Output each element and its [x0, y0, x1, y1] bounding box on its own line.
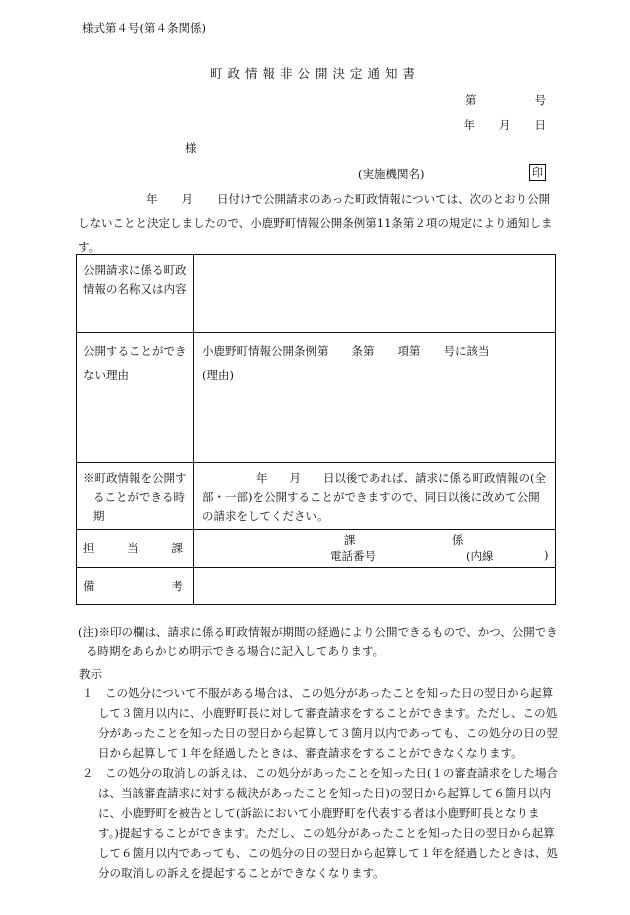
document-title: 町政情報非公開決定通知書 — [209, 66, 420, 81]
date-day: 日 — [534, 118, 546, 132]
remarks-label — [77, 568, 194, 605]
department-kakari: 係 — [452, 533, 464, 547]
instruction-list — [82, 683, 560, 883]
disclosure-text: 日以後であれば、請求に係る町政情報の(全部・一部)を公開することができますので、同日以後に改めて公開の請求をしてください。 — [202, 471, 546, 523]
table-row — [77, 568, 556, 605]
addressee-suffix: 様 — [185, 141, 197, 155]
disclosure-time-value[interactable] — [194, 463, 556, 530]
table-row — [77, 463, 556, 530]
intro-text: 日付けで公開請求のあった町政情報については、次のとおり公開しないことと決定しましたので、小鹿野町情報公開条例第11条第２項の規定により通知します。 — [78, 192, 553, 254]
extension-close: ) — [544, 548, 549, 562]
remarks-value[interactable] — [194, 568, 556, 605]
table-row — [77, 255, 556, 333]
list-item: １ この処分について不服がある場合は、この処分があったことを知った日の翌日から起算して３箇月以内に、小鹿野町長に対して審査請求をすることができます。ただし、この処分があったことを知った日の翌日から起算して３箇月以内であっても、この処分の日の翌日から起算して１年を経過したときは、審査請求をすることができなくなります。 — [82, 686, 558, 760]
disclosure-time-label: ※町政情報を公開することができる時期 — [77, 463, 194, 530]
department-ka: 課 — [344, 533, 356, 547]
table-row — [77, 530, 556, 568]
document-number — [465, 92, 546, 108]
date-month: 月 — [499, 118, 511, 132]
number-suffix: 号 — [534, 93, 546, 107]
form-number: 様式第４号(第４条関係) — [82, 21, 206, 35]
ordinance-clause: 小鹿野町情報公開条例第 条第 項第 号に該当 — [202, 344, 490, 358]
footnote — [78, 623, 568, 661]
disclosure-month: 月 — [289, 471, 301, 485]
request-content-label: 公開請求に係る町政情報の名称又は内容 — [77, 255, 194, 333]
phone-label: 電話番号 — [330, 549, 376, 563]
remarks-label-char: 備 — [83, 578, 95, 593]
table-row — [77, 333, 556, 463]
list-item: ２ この処分の取消しの訴えは、この処分があったことを知った日(１の審査請求をした場合は、当該審査請求に対する裁決があったことを知った日)の翌日から起算して６箇月以内に、小鹿野町を被告として(訴訟において小鹿野町を代表する者は小鹿野町長となります。)提起することができます。ただし、この処分があったことを知った日の翌日から起算して６箇月以内であっても、この処分の日の翌日から起算して１年を経過したときは、処分の取消しの訴えを提起することができなくなります。 — [82, 766, 558, 880]
document-date — [464, 117, 547, 133]
disclosure-year: 年 — [256, 471, 268, 485]
intro-month: 月 — [181, 192, 193, 206]
department-label — [77, 530, 194, 568]
reason-label: 公開することができない理由 — [77, 333, 194, 463]
notice-table — [76, 254, 556, 605]
department-label-char: 当 — [127, 541, 139, 555]
remarks-label-char: 考 — [171, 578, 183, 593]
agency-name: (実施機関名) — [358, 167, 425, 181]
department-label-char: 担 — [83, 541, 95, 555]
date-year: 年 — [463, 118, 475, 132]
department-label-char: 課 — [171, 541, 183, 555]
footnote-text: (注)※印の欄は、請求に係る町政情報が期間の経過により公開できるもので、かつ、公開できる時期をあらかじめ明示できる場合に記入してあります。 — [78, 625, 558, 658]
instruction-heading: 教示 — [79, 667, 102, 681]
reason-heading: (理由) — [202, 368, 234, 382]
intro-paragraph — [78, 187, 560, 259]
extension-label: (内線 — [466, 549, 494, 563]
intro-year: 年 — [146, 192, 158, 206]
department-value[interactable] — [194, 530, 556, 568]
seal-box: 印 — [529, 164, 546, 181]
number-prefix: 第 — [465, 93, 477, 107]
reason-value[interactable] — [194, 333, 556, 463]
request-content-value[interactable] — [194, 255, 556, 333]
